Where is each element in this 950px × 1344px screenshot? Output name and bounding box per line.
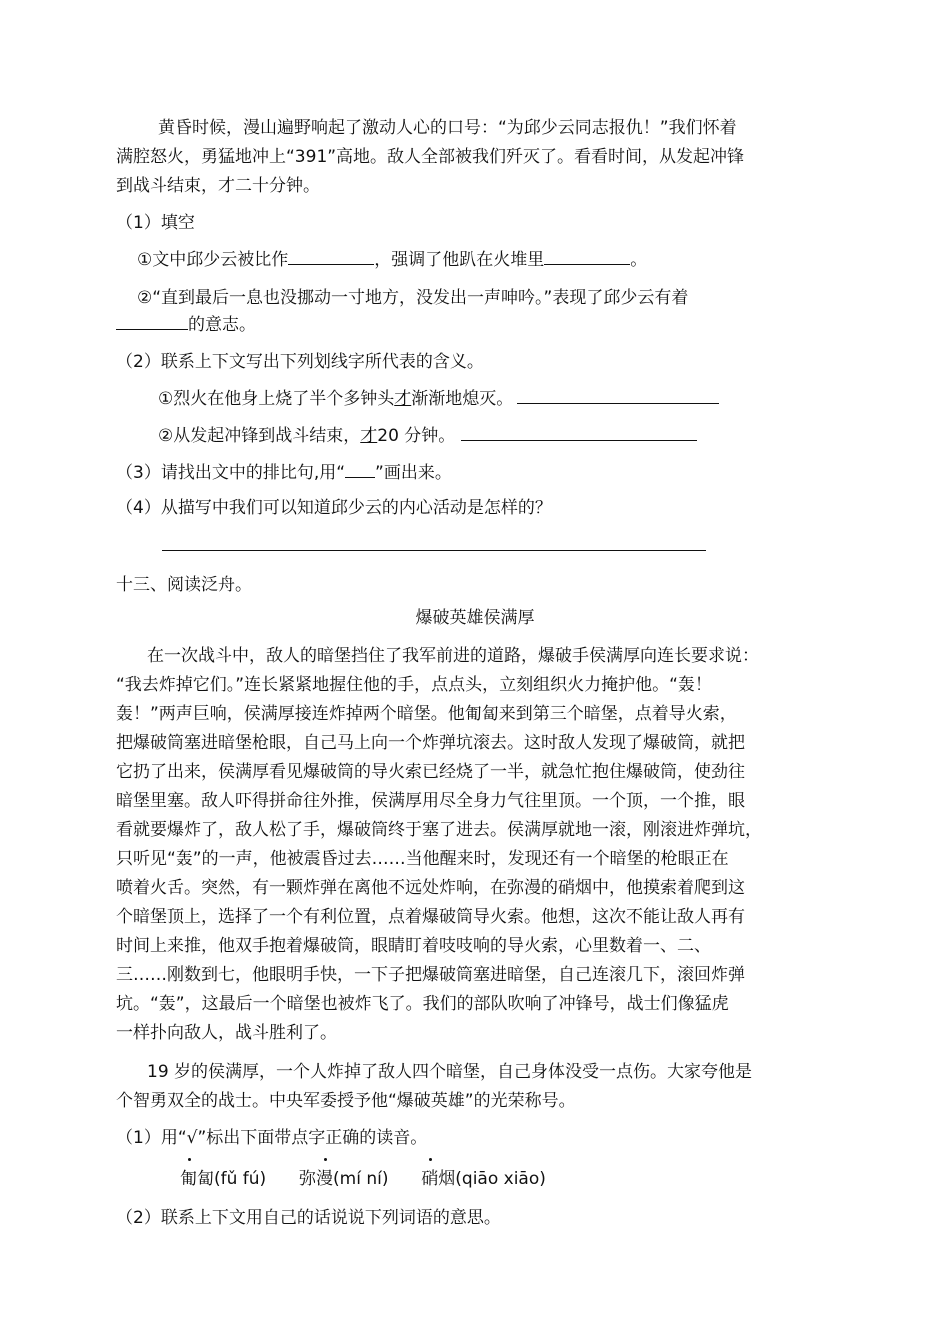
question-1-item-2-cont bbox=[116, 313, 256, 337]
passage-line: 黄昏时候，漫山遍野响起了激动人心的口号：“为邱少云同志报仇！”我们怀着 bbox=[158, 118, 737, 138]
question-1-item-1 bbox=[137, 248, 647, 272]
pinyin-option[interactable]: (qiāo xiāo) bbox=[455, 1169, 546, 1189]
question-2-item-1 bbox=[158, 387, 719, 411]
word-char: 烟 bbox=[438, 1169, 456, 1189]
answer-blank[interactable] bbox=[461, 424, 697, 441]
question-1-item-2: ②“直到最后一息也没挪动一寸地方，没发出一声呻吟。”表现了邱少云有着 bbox=[137, 288, 689, 308]
question-text: ②从发起冲锋到战斗结束， bbox=[158, 426, 361, 446]
answer-blank[interactable] bbox=[116, 313, 188, 330]
story-line: 坑。“轰”，这最后一个暗堡也被炸飞了。我们的部队吹响了冲锋号，战士们像猛虎 bbox=[116, 994, 729, 1014]
story-line: 个智勇双全的战士。中央军委授予他“爆破英雄”的光荣称号。 bbox=[116, 1091, 576, 1111]
passage-line: 满腔怒火，勇猛地冲上“391”高地。敌人全部被我们歼灭了。看看时间，从发起冲锋 bbox=[116, 147, 745, 167]
word-char: 匐 bbox=[197, 1169, 214, 1189]
question-1-title: （1）填空 bbox=[116, 213, 195, 233]
question-text: 渐渐地熄灭。 bbox=[411, 389, 514, 409]
sub-question-2-title: （2）联系上下文用自己的话说说下列词语的意思。 bbox=[116, 1208, 501, 1228]
story-line: 个暗堡顶上，选择了一个有利位置，点着爆破筒导火索。他想，这次不能让敌人再有 bbox=[116, 907, 745, 927]
answer-blank[interactable] bbox=[288, 248, 374, 265]
story-line: 一样扑向敌人，战斗胜利了。 bbox=[116, 1023, 337, 1043]
story-line: 19 岁的侯满厚，一个人炸掉了敌人四个暗堡，自己身体没受一点伤。大家夸他是 bbox=[147, 1062, 753, 1082]
question-4-title: （4）从描写中我们可以知道邱少云的内心活动是怎样的？ bbox=[116, 498, 552, 518]
story-title: 爆破英雄侯满厚 bbox=[415, 608, 535, 628]
question-3 bbox=[116, 461, 452, 485]
underline-sample bbox=[345, 461, 375, 478]
story-line: 只听见“轰”的一声，他被震昏过去……当他醒来时，发现还有一个暗堡的枪眼正在 bbox=[116, 849, 729, 869]
story-line: 喷着火舌。突然，有一颗炸弹在离他不远处炸响，在弥漫的硝烟中，他摸索着爬到这 bbox=[116, 878, 745, 898]
sub-question-1-title: （1）用“√”标出下面带点字正确的读音。 bbox=[116, 1128, 428, 1148]
question-text: ”画出来。 bbox=[375, 463, 452, 483]
answer-blank[interactable] bbox=[544, 248, 630, 265]
question-text: 20 分钟。 bbox=[377, 426, 456, 446]
dotted-char: 匍 bbox=[180, 1167, 197, 1191]
question-text: ，强调了他趴在火堆里 bbox=[374, 250, 545, 270]
story-line: 三……刚数到七，他眼明手快，一下子把爆破筒塞进暗堡，自己连滚几下，滚回炸弹 bbox=[116, 965, 745, 985]
passage-line: 到战斗结束，才二十分钟。 bbox=[116, 176, 320, 196]
question-text: 的意志。 bbox=[188, 315, 256, 335]
story-line: 在一次战斗中，敌人的暗堡挡住了我军前进的道路，爆破手侯满厚向连长要求说： bbox=[147, 646, 759, 666]
question-text: ①文中邱少云被比作 bbox=[137, 250, 289, 270]
pinyin-option[interactable]: (mí ní) bbox=[333, 1169, 389, 1189]
story-line: 把爆破筒塞进暗堡枪眼，自己马上向一个炸弹坑滚去。这时敌人发现了爆破筒，就把 bbox=[116, 733, 745, 753]
story-line: 看就要爆炸了，敌人松了手，爆破筒终于塞了进去。侯满厚就地一滚，刚滚进炸弹坑， bbox=[116, 820, 762, 840]
question-text: 。 bbox=[630, 250, 648, 270]
answer-blank[interactable] bbox=[517, 387, 719, 404]
story-line: 暗堡里塞。敌人吓得拼命往外推，侯满厚用尽全身力气往里顶。一个顶，一个推，眼 bbox=[116, 791, 745, 811]
answer-line[interactable] bbox=[162, 550, 706, 551]
story-line: 它扔了出来，侯满厚看见爆破筒的导火索已经烧了一半，就急忙抱住爆破筒，使劲往 bbox=[116, 762, 745, 782]
question-text: ①烈火在他身上烧了半个多钟头 bbox=[158, 389, 395, 409]
story-line: “我去炸掉它们。”连长紧紧地握住他的手，点点头，立刻组织火力掩护他。“轰！ bbox=[116, 675, 712, 695]
question-2-title: （2）联系上下文写出下列划线字所代表的含义。 bbox=[116, 352, 484, 372]
section-heading: 十三、阅读泛舟。 bbox=[116, 575, 252, 595]
pinyin-choices bbox=[180, 1167, 546, 1191]
underlined-char: 才 bbox=[360, 426, 378, 446]
dotted-char: 漫 bbox=[316, 1167, 333, 1191]
dotted-char: 硝 bbox=[421, 1167, 438, 1191]
story-line: 轰！”两声巨响，侯满厚接连炸掉两个暗堡。他匍匐来到第三个暗堡，点着导火索， bbox=[116, 704, 737, 724]
pinyin-option[interactable]: (fǔ fú) bbox=[214, 1169, 267, 1189]
question-2-item-2 bbox=[158, 424, 697, 448]
word-char: 弥 bbox=[299, 1169, 316, 1189]
question-text: （3）请找出文中的排比句,用“ bbox=[116, 463, 346, 483]
story-line: 时间上来推，他双手抱着爆破筒，眼睛盯着吱吱响的导火索，心里数着一、二、 bbox=[116, 936, 711, 956]
underlined-char: 才 bbox=[394, 389, 412, 409]
